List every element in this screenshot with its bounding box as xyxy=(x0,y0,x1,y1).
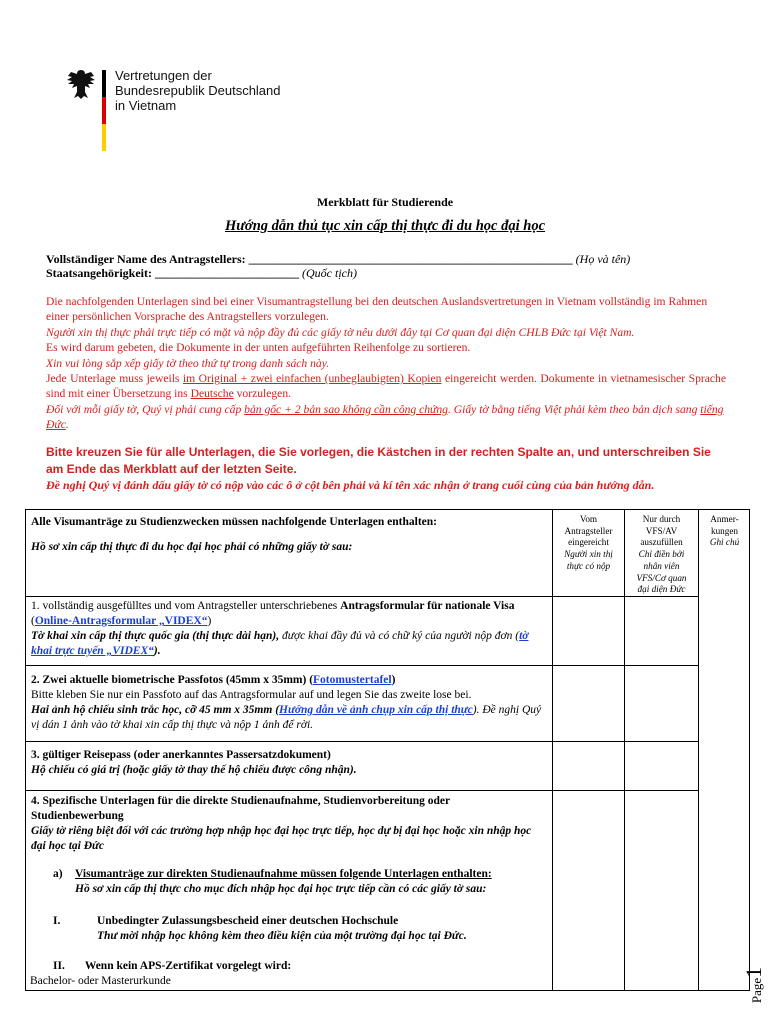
title-vietnamese: Hướng dẫn thủ tục xin cấp thị thực đi du học đại học xyxy=(224,218,546,234)
requirements-table xyxy=(25,509,750,991)
item-passport-photos: 2. Zwei aktuelle biometrische Passfotos (45mm x 35mm) (Fotomustertafel) Bitte kleben Sie nur ein Passfoto auf das Antragsformular auf und legen Sie das zweite lose bei. Hai ảnh hộ chiếu sinh trắc học, cỡ 45 mm x 35mm (Hướng dẫn về ảnh chụp xin cấp thị thực). Đề nghị Quý vị dán 1 ảnh vào tờ khai xin cấp thị thực và nộp 1 ảnh để rời. xyxy=(31,674,542,731)
table-header: Alle Visumanträge zu Studienzwecken müssen nachfolgende Unterlagen enthalten: Hồ sơ xin cấp thị thực đi du học đại học phải có những giấy tờ sau: xyxy=(31,516,438,553)
intro-p2-vi: Xin vui lòng sắp xếp giấy tờ theo thứ tự trong danh sách này. xyxy=(46,356,330,370)
page-number: Page1 xyxy=(741,966,767,1004)
intro-p2: Es wird darum gebeten, die Dokumente in der unten aufgeführten Reihenfolge zu sortieren. xyxy=(46,341,471,355)
item-specific-documents: 4. Spezifische Unterlagen für die direkte Studienaufnahme, Studienvorbereitung oder Studienbewerbung Giấy tờ riêng biệt đối với các trường hợp nhập học đại học trực tiếp, học dự bị đại học hoặc xin nhập học đại học tại Đức xyxy=(31,795,532,852)
name-hint: (Họ và tên) xyxy=(575,252,631,266)
videx-online-form-link-vi[interactable]: tờ khai trực tuyến „VIDEX“ xyxy=(31,630,529,657)
nationality-label: Staatsangehörigkeit: ________________________ xyxy=(46,266,299,280)
intro-text xyxy=(46,294,726,433)
photo-guide-link[interactable]: Hướng dẫn về ảnh chụp xin cấp thị thực xyxy=(279,704,473,716)
intro-p1: Die nachfolgenden Unterlagen sind bei einer Visumantragstellung bei den deutschen Auslandsvertretungen in Vietnam vollständig im Rahmen einer persönlichen Vorsprache des Antragstellers vorzulegen. xyxy=(46,295,708,324)
intro-p3-vi: Đối với mỗi giấy tờ, Quý vị phải cung cấp bản gốc + 2 bản sao không cần công chứng. Giấy tờ bằng tiếng Việt phải kèm theo bản dịch sang tiếng Đức. xyxy=(46,402,724,432)
videx-online-form-link[interactable]: Online-Antragsformular „VIDEX“ xyxy=(34,615,208,627)
nationality-hint: (Quốc tịch) xyxy=(302,266,357,280)
federal-eagle-icon xyxy=(66,68,96,100)
item-4a-admission-letter: I. Unbedingter Zulassungsbescheid einer deutschen Hochschule Thư mời nhập học không kèm theo điều kiện của một trường đại học tại Đức. xyxy=(53,915,467,942)
item-application-form: 1. vollständig ausgefülltes und vom Antragsteller unterschriebenes Antragsformular für nationale Visa (Online-Antragsformular „VIDEX“) Tờ khai xin cấp thị thực quốc gia (thị thực dài hạn), được khai đầy đủ và có chữ ký của người nộp đơn (tờ khai trực tuyến „VIDEX“). xyxy=(31,600,529,657)
photo-sample-link[interactable]: Fotomustertafel xyxy=(313,674,392,686)
nationality-field-line xyxy=(46,266,357,281)
column-header-remarks: Anmer- kungen Ghi chú xyxy=(709,514,740,548)
item-4a-aps: II. Wenn kein APS-Zertifikat vorgelegt wird: Bachelor- oder Masterurkunde xyxy=(30,960,292,987)
notice-vietnamese: Đề nghị Quý vị đánh dấu giấy tờ có nộp vào các ô ở cột bên phải và kí tên xác nhận ở trang cuối cùng của bản hướng dẫn. xyxy=(46,478,655,492)
name-field-line xyxy=(46,252,630,267)
flag-bar xyxy=(102,70,106,151)
checkbox-notice xyxy=(46,444,731,494)
column-header-vfs: Nur durch VFS/AV auszufüllen Chỉ điền bởi nhân viên VFS/Cơ quan đại diện Đức xyxy=(636,514,687,595)
item-passport: 3. gültiger Reisepass (oder anerkanntes Passersatzdokument) Hộ chiếu có giá trị (hoặc giấy tờ thay thế hộ chiếu được công nhận). xyxy=(31,749,357,776)
notice-german: Bitte kreuzen Sie für alle Unterlagen, die Sie vorlegen, die Kästchen in der rechten Spalte an, und unterschreiben Sie am Ende das Merkblatt auf der letzten Seite. xyxy=(46,445,711,476)
column-header-submitted: Vom Antragsteller eingereicht Người xin thị thực có nộp xyxy=(564,514,613,571)
item-4a-direct-study: a) Visumanträge zur direkten Studienaufnahme müssen folgende Unterlagen enthalten: Hồ sơ xin cấp thị thực cho mục đích nhập học đại học trực tiếp cần có các giấy tờ sau: xyxy=(53,868,492,895)
name-label: Vollständiger Name des Antragstellers: ______________________________________________________ xyxy=(46,252,573,266)
intro-p1-vi: Người xin thị thực phải trực tiếp có mặt và nộp đầy đủ các giấy tờ nêu dưới đây tại Cơ quan đại diện CHLB Đức tại Việt Nam. xyxy=(46,325,635,339)
title-german: Merkblatt für Studierende xyxy=(316,195,454,209)
organization-name: Vertretungen der Bundesrepublik Deutschland in Vietnam xyxy=(115,68,281,113)
intro-p3: Jede Unterlage muss jeweils im Original + zwei einfachen (unbeglaubigten) Kopien eingereicht werden. Dokumente in vietnamesischer Sprache sind mit einer Übersetzung ins Deutsche vorzulegen. xyxy=(46,372,726,401)
